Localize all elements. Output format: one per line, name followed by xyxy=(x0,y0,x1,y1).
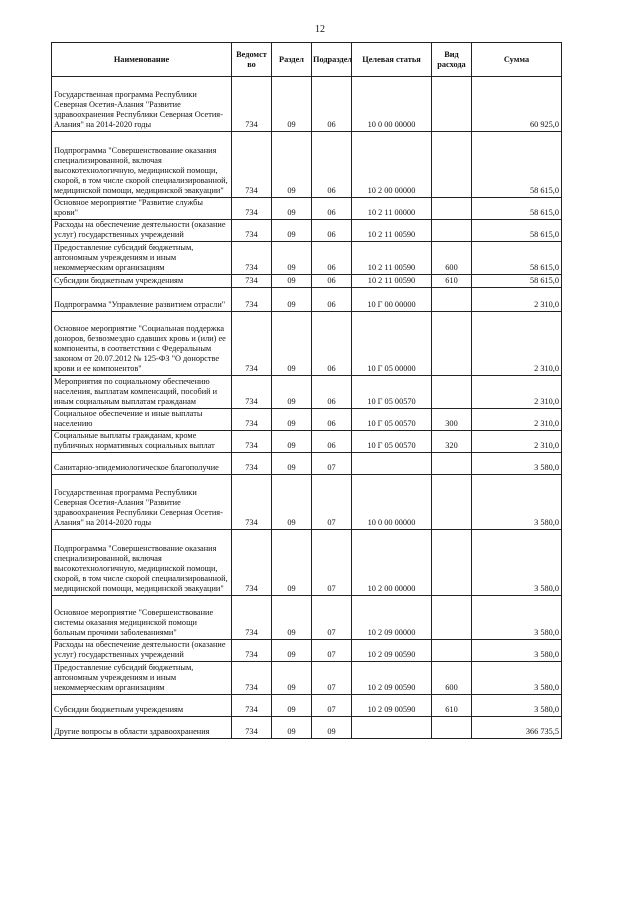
row-name: Санитарно-эпидемиологическое благополучие xyxy=(52,453,232,475)
row-razdel: 09 xyxy=(272,275,312,288)
row-vr: 300 xyxy=(432,409,472,431)
table-row xyxy=(52,453,562,475)
row-vr xyxy=(432,475,472,530)
row-summa: 3 580,0 xyxy=(472,453,562,475)
row-summa: 58 615,0 xyxy=(472,275,562,288)
row-name: Подпрограмма "Совершенствование оказания специализированной, включая высокотехнологичную, медицинской помощи, скорой, в том числе скорой специализированной, медицинской помощи, медицинской эвакуации" xyxy=(52,530,232,596)
row-ved: 734 xyxy=(232,475,272,530)
row-name: Предоставление субсидий бюджетным, автономным учреждениям и иным некоммерческим организациям xyxy=(52,662,232,695)
row-cs: 10 2 09 00590 xyxy=(352,640,432,662)
row-name: Государственная программа Республики Северная Осетия-Алания "Развитие здравоохранения Республики Северная Осетия-Алания" на 2014-2020 годы xyxy=(52,475,232,530)
row-razdel: 09 xyxy=(272,717,312,739)
row-razdel: 09 xyxy=(272,220,312,242)
row-summa: 58 615,0 xyxy=(472,242,562,275)
row-name: Расходы на обеспечение деятельности (оказание услуг) государственных учреждений xyxy=(52,220,232,242)
row-ved: 734 xyxy=(232,596,272,640)
row-cs: 10 0 00 00000 xyxy=(352,475,432,530)
row-vr xyxy=(432,640,472,662)
row-razdel: 09 xyxy=(272,695,312,717)
row-summa: 2 310,0 xyxy=(472,431,562,453)
row-ved: 734 xyxy=(232,220,272,242)
row-vr xyxy=(432,77,472,132)
row-razdel: 09 xyxy=(272,409,312,431)
row-podrazdel: 06 xyxy=(312,376,352,409)
row-vr xyxy=(432,132,472,198)
row-summa: 2 310,0 xyxy=(472,288,562,312)
row-name: Подпрограмма "Управление развитием отрасли" xyxy=(52,288,232,312)
row-razdel: 09 xyxy=(272,132,312,198)
row-cs: 10 Г 05 00570 xyxy=(352,376,432,409)
row-summa: 366 735,5 xyxy=(472,717,562,739)
table-row xyxy=(52,220,562,242)
row-razdel: 09 xyxy=(272,530,312,596)
row-razdel: 09 xyxy=(272,596,312,640)
table-row xyxy=(52,530,562,596)
row-vr: 320 xyxy=(432,431,472,453)
row-cs xyxy=(352,717,432,739)
header-razdel: Раздел xyxy=(272,43,312,77)
row-podrazdel: 06 xyxy=(312,77,352,132)
row-podrazdel: 06 xyxy=(312,198,352,220)
table-row xyxy=(52,132,562,198)
row-ved: 734 xyxy=(232,453,272,475)
row-ved: 734 xyxy=(232,242,272,275)
table-row xyxy=(52,475,562,530)
page-number: 12 xyxy=(315,24,325,35)
row-ved: 734 xyxy=(232,376,272,409)
row-podrazdel: 06 xyxy=(312,242,352,275)
row-vr: 600 xyxy=(432,242,472,275)
table-row xyxy=(52,288,562,312)
header-ved: Ведомст во xyxy=(232,43,272,77)
row-razdel: 09 xyxy=(272,431,312,453)
row-summa: 58 615,0 xyxy=(472,132,562,198)
row-vr: 610 xyxy=(432,695,472,717)
row-name: Другие вопросы в области здравоохранения xyxy=(52,717,232,739)
header-podrazdel: Подраздел xyxy=(312,43,352,77)
row-razdel: 09 xyxy=(272,242,312,275)
row-summa: 58 615,0 xyxy=(472,198,562,220)
row-podrazdel: 07 xyxy=(312,596,352,640)
row-podrazdel: 06 xyxy=(312,409,352,431)
table-row xyxy=(52,640,562,662)
row-ved: 734 xyxy=(232,662,272,695)
row-razdel: 09 xyxy=(272,312,312,376)
table-row xyxy=(52,662,562,695)
row-ved: 734 xyxy=(232,695,272,717)
row-ved: 734 xyxy=(232,288,272,312)
row-cs: 10 2 00 00000 xyxy=(352,132,432,198)
row-podrazdel: 06 xyxy=(312,288,352,312)
row-ved: 734 xyxy=(232,312,272,376)
row-summa: 3 580,0 xyxy=(472,640,562,662)
row-razdel: 09 xyxy=(272,77,312,132)
row-cs: 10 2 09 00590 xyxy=(352,695,432,717)
table-row xyxy=(52,376,562,409)
row-vr xyxy=(432,220,472,242)
row-vr xyxy=(432,596,472,640)
row-podrazdel: 07 xyxy=(312,695,352,717)
row-summa: 60 925,0 xyxy=(472,77,562,132)
row-vr xyxy=(432,717,472,739)
row-podrazdel: 07 xyxy=(312,475,352,530)
row-vr xyxy=(432,453,472,475)
row-podrazdel: 06 xyxy=(312,132,352,198)
table-header-row xyxy=(52,43,562,77)
header-cs: Целевая статья xyxy=(352,43,432,77)
row-ved: 734 xyxy=(232,431,272,453)
table-row xyxy=(52,695,562,717)
table-row xyxy=(52,596,562,640)
row-cs: 10 Г 05 00000 xyxy=(352,312,432,376)
row-cs: 10 2 00 00000 xyxy=(352,530,432,596)
row-cs: 10 2 11 00590 xyxy=(352,275,432,288)
row-podrazdel: 07 xyxy=(312,640,352,662)
row-podrazdel: 09 xyxy=(312,717,352,739)
row-ved: 734 xyxy=(232,275,272,288)
row-name: Подпрограмма "Совершенствование оказания специализированной, включая высокотехнологичную, медицинской помощи, скорой, в том числе скорой специализированной, медицинской помощи, медицинской эвакуации" xyxy=(52,132,232,198)
row-vr xyxy=(432,530,472,596)
row-podrazdel: 06 xyxy=(312,312,352,376)
table-row xyxy=(52,275,562,288)
row-name: Предоставление субсидий бюджетным, автономным учреждениям и иным некоммерческим организациям xyxy=(52,242,232,275)
row-cs: 10 0 00 00000 xyxy=(352,77,432,132)
row-summa: 2 310,0 xyxy=(472,312,562,376)
row-razdel: 09 xyxy=(272,376,312,409)
row-cs: 10 Г 00 00000 xyxy=(352,288,432,312)
row-podrazdel: 07 xyxy=(312,453,352,475)
row-ved: 734 xyxy=(232,640,272,662)
row-summa: 3 580,0 xyxy=(472,596,562,640)
header-name: Наименование xyxy=(52,43,232,77)
row-vr: 600 xyxy=(432,662,472,695)
row-summa: 2 310,0 xyxy=(472,376,562,409)
table-row xyxy=(52,717,562,739)
row-name: Основное мероприятие "Совершенствование системы оказания медицинской помощи больным прочими заболеваниями" xyxy=(52,596,232,640)
row-cs: 10 2 11 00000 xyxy=(352,198,432,220)
table-row xyxy=(52,312,562,376)
row-name: Государственная программа Республики Северная Осетия-Алания "Развитие здравоохранения Республики Северная Осетия-Алания" на 2014-2020 годы xyxy=(52,77,232,132)
row-razdel: 09 xyxy=(272,640,312,662)
row-razdel: 09 xyxy=(272,475,312,530)
row-ved: 734 xyxy=(232,409,272,431)
row-ved: 734 xyxy=(232,77,272,132)
row-summa: 2 310,0 xyxy=(472,409,562,431)
row-podrazdel: 06 xyxy=(312,220,352,242)
row-cs: 10 2 11 00590 xyxy=(352,242,432,275)
header-summa: Сумма xyxy=(472,43,562,77)
row-name: Субсидии бюджетным учреждениям xyxy=(52,275,232,288)
row-name: Расходы на обеспечение деятельности (оказание услуг) государственных учреждений xyxy=(52,640,232,662)
row-summa: 3 580,0 xyxy=(472,662,562,695)
row-vr xyxy=(432,198,472,220)
row-summa: 3 580,0 xyxy=(472,475,562,530)
row-podrazdel: 06 xyxy=(312,431,352,453)
row-razdel: 09 xyxy=(272,288,312,312)
row-podrazdel: 06 xyxy=(312,275,352,288)
row-name: Основное мероприятие "Развитие службы крови" xyxy=(52,198,232,220)
row-summa: 3 580,0 xyxy=(472,695,562,717)
row-razdel: 09 xyxy=(272,198,312,220)
table-row xyxy=(52,431,562,453)
table-row xyxy=(52,409,562,431)
row-cs xyxy=(352,453,432,475)
row-vr xyxy=(432,312,472,376)
row-name: Мероприятия по социальному обеспечению населения, выплатам компенсаций, пособий и иным социальным выплатам гражданам xyxy=(52,376,232,409)
row-summa: 3 580,0 xyxy=(472,530,562,596)
row-vr xyxy=(432,288,472,312)
row-razdel: 09 xyxy=(272,453,312,475)
row-razdel: 09 xyxy=(272,662,312,695)
header-vr: Вид расхода xyxy=(432,43,472,77)
row-vr: 610 xyxy=(432,275,472,288)
row-cs: 10 Г 05 00570 xyxy=(352,409,432,431)
row-name: Субсидии бюджетным учреждениям xyxy=(52,695,232,717)
row-cs: 10 2 09 00590 xyxy=(352,662,432,695)
row-ved: 734 xyxy=(232,198,272,220)
row-podrazdel: 07 xyxy=(312,662,352,695)
row-cs: 10 2 09 00000 xyxy=(352,596,432,640)
row-cs: 10 2 11 00590 xyxy=(352,220,432,242)
row-cs: 10 Г 05 00570 xyxy=(352,431,432,453)
row-ved: 734 xyxy=(232,717,272,739)
table-row xyxy=(52,198,562,220)
row-name: Основное мероприятие "Социальная поддержка доноров, безвозмездно сдавших кровь и (или) ее компоненты, в соответствии с Федеральным законом от 20.07.2012 № 125-ФЗ "О донорстве крови и ее компонентов" xyxy=(52,312,232,376)
row-name: Социальные выплаты гражданам, кроме публичных нормативных социальных выплат xyxy=(52,431,232,453)
row-name: Социальное обеспечение и иные выплаты населению xyxy=(52,409,232,431)
row-podrazdel: 07 xyxy=(312,530,352,596)
row-ved: 734 xyxy=(232,132,272,198)
row-summa: 58 615,0 xyxy=(472,220,562,242)
row-vr xyxy=(432,376,472,409)
budget-table xyxy=(51,42,562,739)
table-row xyxy=(52,77,562,132)
row-ved: 734 xyxy=(232,530,272,596)
table-row xyxy=(52,242,562,275)
